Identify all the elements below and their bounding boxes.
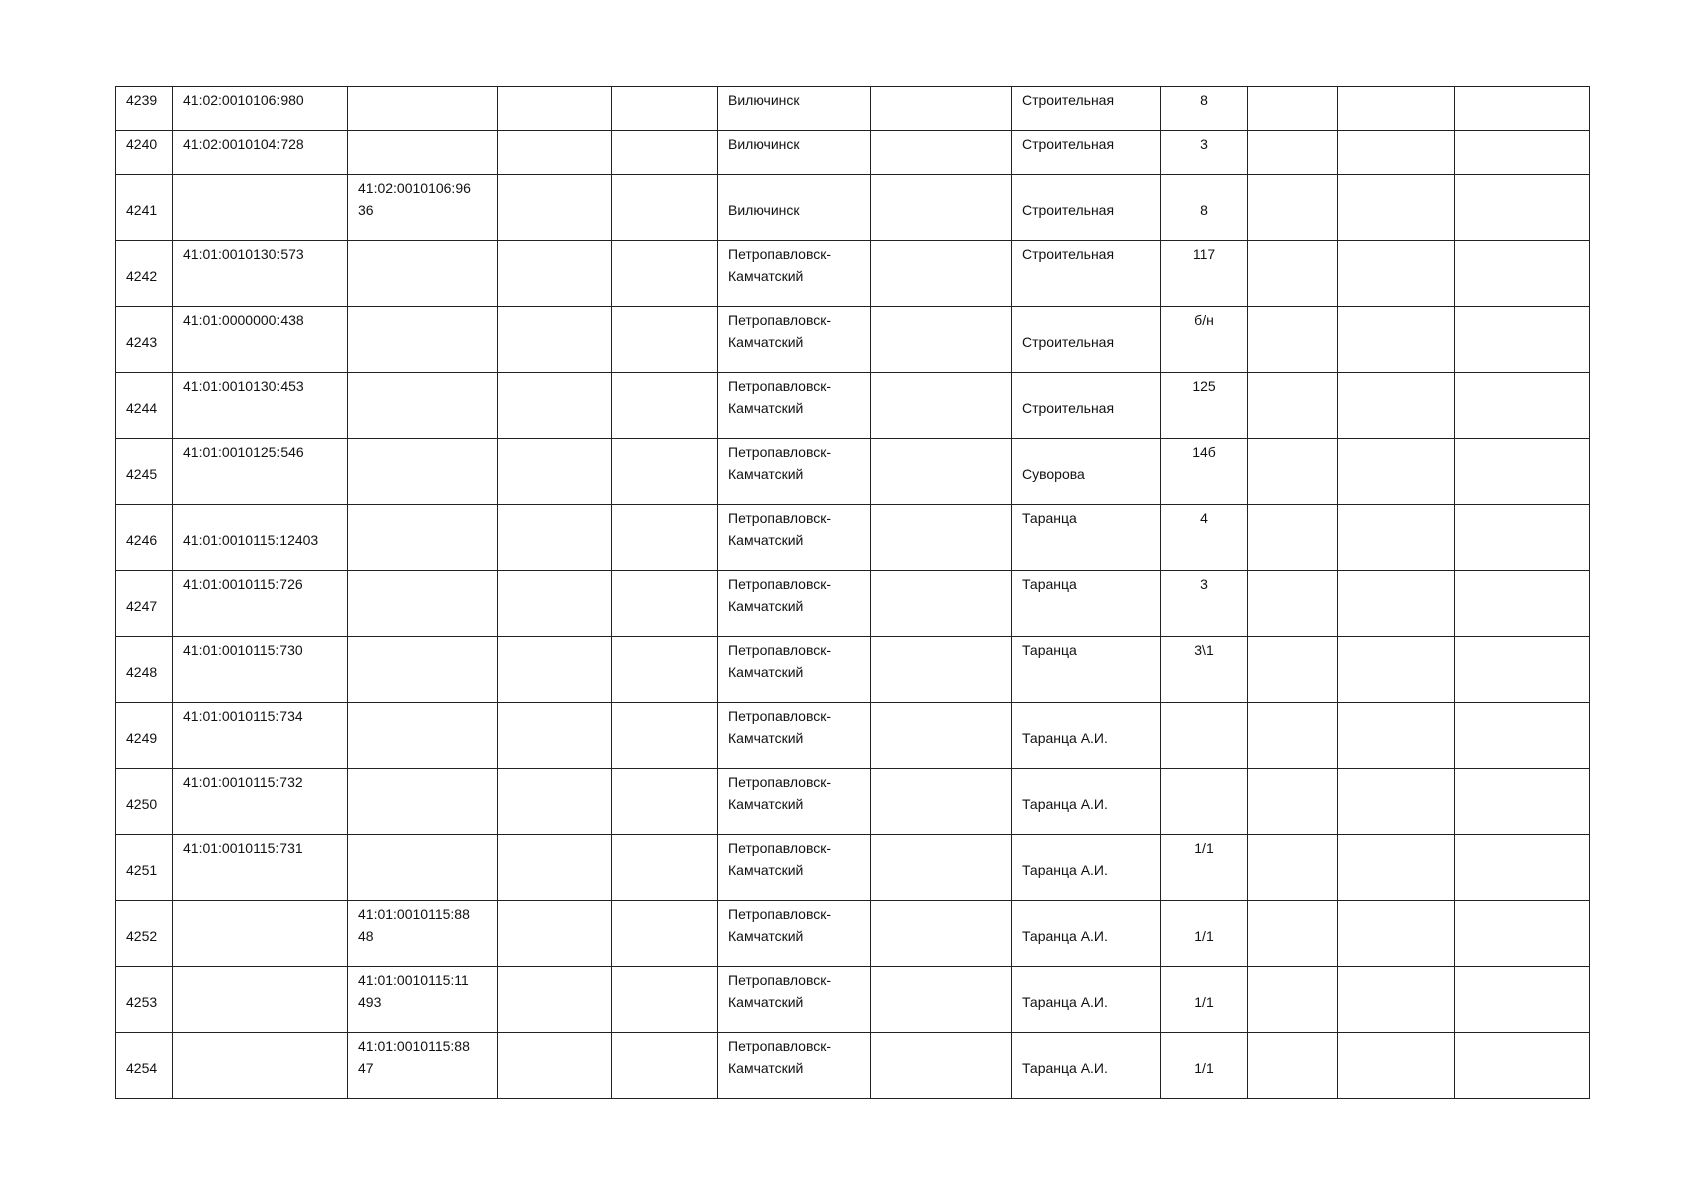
house-number-cell <box>1161 835 1248 901</box>
empty-col-5-cell <box>612 439 718 505</box>
street-cell <box>1012 571 1161 637</box>
street: Суворова <box>1022 465 1085 482</box>
empty-col-5-cell <box>612 373 718 439</box>
empty-col-4-cell <box>498 703 612 769</box>
settlement: Петропавловск- Камчатский <box>728 510 832 548</box>
settlement: Вилючинск <box>728 92 800 108</box>
table-row <box>116 131 1590 175</box>
house-number: 1/1 <box>1194 927 1214 944</box>
street-cell <box>1012 637 1161 703</box>
house-number-cell <box>1161 131 1248 175</box>
empty-col-11-cell <box>1338 967 1455 1033</box>
empty-col-10-cell <box>1248 901 1338 967</box>
row-number: 4254 <box>126 1059 158 1076</box>
empty-col-12-cell <box>1455 87 1590 131</box>
cadastral-number-alt: 41:01:0010115:88 47 <box>358 1038 470 1076</box>
empty-col-7-cell <box>871 637 1012 703</box>
empty-col-7-cell <box>871 769 1012 835</box>
cadastral-number-alt-cell <box>348 87 498 131</box>
cadastral-number-alt: 41:02:0010106:96 36 <box>358 180 471 218</box>
cadastral-number-alt-cell <box>348 769 498 835</box>
street: Таранца А.И. <box>1022 993 1108 1010</box>
empty-col-12-cell <box>1455 439 1590 505</box>
empty-col-11-cell <box>1338 373 1455 439</box>
table-row <box>116 439 1590 505</box>
street: Таранца <box>1022 576 1077 592</box>
cadastral-number-cell <box>173 175 348 241</box>
table-row <box>116 1033 1590 1099</box>
cadastral-number-alt-cell <box>348 571 498 637</box>
cadastral-number-cell <box>173 505 348 571</box>
cadastral-number: 41:01:0010130:573 <box>183 246 304 262</box>
house-number-cell <box>1161 241 1248 307</box>
empty-col-12-cell <box>1455 131 1590 175</box>
house-number: 3\1 <box>1194 642 1214 658</box>
settlement-cell <box>718 703 871 769</box>
street-cell <box>1012 87 1161 131</box>
empty-col-11-cell <box>1338 571 1455 637</box>
empty-col-10-cell <box>1248 439 1338 505</box>
settlement: Петропавловск- Камчатский <box>728 444 832 482</box>
cadastral-number: 41:01:0010115:726 <box>183 576 303 592</box>
empty-col-12-cell <box>1455 307 1590 373</box>
empty-col-11-cell <box>1338 769 1455 835</box>
house-number: 8 <box>1200 201 1208 218</box>
table-row <box>116 571 1590 637</box>
cadastral-number-cell <box>173 131 348 175</box>
empty-col-5-cell <box>612 1033 718 1099</box>
street: Таранца А.И. <box>1022 729 1108 746</box>
row-number-cell <box>116 835 173 901</box>
cadastral-number-cell <box>173 637 348 703</box>
row-number: 4247 <box>126 597 158 614</box>
street-cell <box>1012 373 1161 439</box>
row-number-cell <box>116 131 173 175</box>
cadastral-number: 41:02:0010104:728 <box>183 136 304 152</box>
settlement: Петропавловск- Камчатский <box>728 774 832 812</box>
empty-col-4-cell <box>498 307 612 373</box>
house-number: 3 <box>1200 136 1208 152</box>
street-cell <box>1012 241 1161 307</box>
house-number-cell <box>1161 175 1248 241</box>
empty-col-4-cell <box>498 637 612 703</box>
table-row <box>116 307 1590 373</box>
settlement-cell <box>718 1033 871 1099</box>
street-cell <box>1012 835 1161 901</box>
street-cell <box>1012 175 1161 241</box>
settlement-cell <box>718 571 871 637</box>
house-number: 3 <box>1200 576 1208 592</box>
settlement-cell <box>718 241 871 307</box>
empty-col-4-cell <box>498 175 612 241</box>
empty-col-7-cell <box>871 439 1012 505</box>
empty-col-5-cell <box>612 571 718 637</box>
empty-col-10-cell <box>1248 1033 1338 1099</box>
settlement: Петропавловск- Камчатский <box>728 378 832 416</box>
empty-col-10-cell <box>1248 835 1338 901</box>
cadastral-number-alt-cell <box>348 175 498 241</box>
empty-col-11-cell <box>1338 175 1455 241</box>
cadastral-number-cell <box>173 769 348 835</box>
empty-col-11-cell <box>1338 1033 1455 1099</box>
house-number-cell <box>1161 439 1248 505</box>
cadastral-number-alt-cell <box>348 703 498 769</box>
empty-col-7-cell <box>871 131 1012 175</box>
empty-col-11-cell <box>1338 131 1455 175</box>
house-number-cell <box>1161 703 1248 769</box>
table-body <box>116 87 1590 1099</box>
row-number-cell <box>116 175 173 241</box>
empty-col-12-cell <box>1455 1033 1590 1099</box>
empty-col-7-cell <box>871 703 1012 769</box>
row-number-cell <box>116 439 173 505</box>
row-number-cell <box>116 505 173 571</box>
empty-col-10-cell <box>1248 703 1338 769</box>
row-number: 4246 <box>126 531 158 548</box>
settlement: Вилючинск <box>728 136 800 152</box>
empty-col-12-cell <box>1455 967 1590 1033</box>
empty-col-10-cell <box>1248 769 1338 835</box>
house-number-cell <box>1161 769 1248 835</box>
empty-col-11-cell <box>1338 703 1455 769</box>
empty-col-5-cell <box>612 835 718 901</box>
empty-col-12-cell <box>1455 241 1590 307</box>
house-number: 1/1 <box>1194 1059 1214 1076</box>
empty-col-11-cell <box>1338 307 1455 373</box>
settlement: Петропавловск- Камчатский <box>728 246 832 284</box>
row-number-cell <box>116 703 173 769</box>
settlement-cell <box>718 505 871 571</box>
street-cell <box>1012 505 1161 571</box>
row-number-cell <box>116 901 173 967</box>
empty-col-11-cell <box>1338 835 1455 901</box>
cadastral-number-alt-cell <box>348 241 498 307</box>
house-number-cell <box>1161 505 1248 571</box>
empty-col-5-cell <box>612 241 718 307</box>
empty-col-12-cell <box>1455 505 1590 571</box>
cadastral-number-alt-cell <box>348 439 498 505</box>
empty-col-4-cell <box>498 769 612 835</box>
empty-col-11-cell <box>1338 505 1455 571</box>
empty-col-7-cell <box>871 241 1012 307</box>
empty-col-5-cell <box>612 637 718 703</box>
street: Таранца А.И. <box>1022 1059 1108 1076</box>
empty-col-4-cell <box>498 1033 612 1099</box>
empty-col-11-cell <box>1338 637 1455 703</box>
cadastral-number-alt: 41:01:0010115:88 48 <box>358 906 470 944</box>
cadastral-number-alt-cell <box>348 835 498 901</box>
house-number-cell <box>1161 637 1248 703</box>
empty-col-4-cell <box>498 901 612 967</box>
empty-col-11-cell <box>1338 241 1455 307</box>
empty-col-4-cell <box>498 571 612 637</box>
cadastral-number-alt-cell <box>348 373 498 439</box>
row-number: 4249 <box>126 729 158 746</box>
empty-col-12-cell <box>1455 703 1590 769</box>
street-cell <box>1012 769 1161 835</box>
cadastral-number-cell <box>173 571 348 637</box>
empty-col-11-cell <box>1338 87 1455 131</box>
settlement: Петропавловск- Камчатский <box>728 642 832 680</box>
row-number: 4253 <box>126 993 158 1010</box>
empty-col-5-cell <box>612 505 718 571</box>
empty-col-7-cell <box>871 1033 1012 1099</box>
table-row <box>116 175 1590 241</box>
cadastral-number-cell <box>173 835 348 901</box>
settlement: Петропавловск- Камчатский <box>728 1038 832 1076</box>
empty-col-7-cell <box>871 373 1012 439</box>
empty-col-10-cell <box>1248 967 1338 1033</box>
empty-col-10-cell <box>1248 241 1338 307</box>
settlement: Петропавловск- Камчатский <box>728 312 832 350</box>
house-number: 14б <box>1192 444 1216 460</box>
empty-col-7-cell <box>871 505 1012 571</box>
cadastral-number-cell <box>173 87 348 131</box>
cadastral-number: 41:01:0010115:12403 <box>183 531 319 548</box>
empty-col-12-cell <box>1455 835 1590 901</box>
table-row <box>116 505 1590 571</box>
settlement-cell <box>718 175 871 241</box>
table-row <box>116 241 1590 307</box>
street-cell <box>1012 967 1161 1033</box>
settlement: Петропавловск- Камчатский <box>728 972 832 1010</box>
empty-col-7-cell <box>871 87 1012 131</box>
street: Строительная <box>1022 92 1115 108</box>
empty-col-5-cell <box>612 967 718 1033</box>
empty-col-10-cell <box>1248 175 1338 241</box>
row-number-cell <box>116 769 173 835</box>
cadastral-number-cell <box>173 967 348 1033</box>
table-row <box>116 769 1590 835</box>
cadastral-number-cell <box>173 307 348 373</box>
cadastral-number-cell <box>173 241 348 307</box>
settlement: Петропавловск- Камчатский <box>728 906 832 944</box>
cadastral-number-alt: 41:01:0010115:11 493 <box>358 972 469 1010</box>
house-number: 4 <box>1200 510 1208 526</box>
cadastral-number: 41:01:0010130:453 <box>183 378 304 394</box>
registry-table <box>115 86 1590 1099</box>
cadastral-number-alt-cell <box>348 901 498 967</box>
cadastral-number-alt-cell <box>348 307 498 373</box>
street-cell <box>1012 307 1161 373</box>
street: Строительная <box>1022 246 1115 262</box>
row-number: 4248 <box>126 663 158 680</box>
street: Таранца А.И. <box>1022 795 1108 812</box>
cadastral-number: 41:01:0010115:731 <box>183 840 303 856</box>
empty-col-4-cell <box>498 967 612 1033</box>
street-cell <box>1012 901 1161 967</box>
empty-col-7-cell <box>871 307 1012 373</box>
empty-col-10-cell <box>1248 87 1338 131</box>
settlement: Вилючинск <box>728 201 800 218</box>
house-number-cell <box>1161 571 1248 637</box>
row-number-cell <box>116 87 173 131</box>
empty-col-7-cell <box>871 835 1012 901</box>
empty-col-10-cell <box>1248 637 1338 703</box>
empty-col-7-cell <box>871 901 1012 967</box>
house-number-cell <box>1161 373 1248 439</box>
empty-col-10-cell <box>1248 373 1338 439</box>
empty-col-12-cell <box>1455 901 1590 967</box>
row-number: 4239 <box>126 92 158 108</box>
empty-col-7-cell <box>871 967 1012 1033</box>
settlement: Петропавловск- Камчатский <box>728 840 832 878</box>
table-row <box>116 835 1590 901</box>
empty-col-10-cell <box>1248 307 1338 373</box>
empty-col-4-cell <box>498 439 612 505</box>
empty-col-10-cell <box>1248 505 1338 571</box>
row-number-cell <box>116 373 173 439</box>
row-number-cell <box>116 967 173 1033</box>
house-number: 125 <box>1192 378 1216 394</box>
settlement: Петропавловск- Камчатский <box>728 708 832 746</box>
street: Строительная <box>1022 333 1115 350</box>
settlement-cell <box>718 373 871 439</box>
empty-col-4-cell <box>498 835 612 901</box>
empty-col-5-cell <box>612 131 718 175</box>
row-number-cell <box>116 637 173 703</box>
cadastral-number: 41:01:0000000:438 <box>183 312 304 328</box>
empty-col-5-cell <box>612 703 718 769</box>
street: Таранца А.И. <box>1022 927 1108 944</box>
street: Таранца <box>1022 510 1077 526</box>
table-row <box>116 901 1590 967</box>
street-cell <box>1012 1033 1161 1099</box>
row-number: 4241 <box>126 201 158 218</box>
street: Таранца <box>1022 642 1077 658</box>
settlement-cell <box>718 131 871 175</box>
empty-col-4-cell <box>498 505 612 571</box>
table-row <box>116 967 1590 1033</box>
empty-col-11-cell <box>1338 901 1455 967</box>
house-number: 8 <box>1200 92 1208 108</box>
cadastral-number: 41:01:0010115:734 <box>183 708 303 724</box>
house-number-cell <box>1161 307 1248 373</box>
cadastral-number-alt-cell <box>348 505 498 571</box>
settlement-cell <box>718 769 871 835</box>
empty-col-7-cell <box>871 175 1012 241</box>
street: Строительная <box>1022 201 1115 218</box>
row-number: 4252 <box>126 927 158 944</box>
empty-col-5-cell <box>612 175 718 241</box>
empty-col-5-cell <box>612 307 718 373</box>
settlement-cell <box>718 637 871 703</box>
row-number-cell <box>116 307 173 373</box>
cadastral-number-cell <box>173 901 348 967</box>
row-number: 4251 <box>126 861 158 878</box>
empty-col-5-cell <box>612 769 718 835</box>
empty-col-12-cell <box>1455 637 1590 703</box>
empty-col-5-cell <box>612 901 718 967</box>
row-number: 4244 <box>126 399 158 416</box>
table-row <box>116 87 1590 131</box>
empty-col-12-cell <box>1455 175 1590 241</box>
empty-col-12-cell <box>1455 571 1590 637</box>
empty-col-5-cell <box>612 87 718 131</box>
empty-col-11-cell <box>1338 439 1455 505</box>
empty-col-10-cell <box>1248 571 1338 637</box>
empty-col-4-cell <box>498 131 612 175</box>
house-number-cell <box>1161 1033 1248 1099</box>
cadastral-number-alt-cell <box>348 1033 498 1099</box>
empty-col-12-cell <box>1455 769 1590 835</box>
house-number: б/н <box>1194 312 1214 328</box>
settlement-cell <box>718 439 871 505</box>
house-number: 117 <box>1192 246 1216 262</box>
street: Строительная <box>1022 136 1115 152</box>
cadastral-number-cell <box>173 373 348 439</box>
empty-col-4-cell <box>498 373 612 439</box>
settlement: Петропавловск- Камчатский <box>728 576 832 614</box>
cadastral-number-cell <box>173 703 348 769</box>
empty-col-7-cell <box>871 571 1012 637</box>
row-number: 4250 <box>126 795 158 812</box>
cadastral-number-alt-cell <box>348 637 498 703</box>
house-number: 1/1 <box>1194 840 1214 856</box>
cadastral-number: 41:02:0010106:980 <box>183 92 304 108</box>
empty-col-4-cell <box>498 87 612 131</box>
cadastral-number: 41:01:0010115:730 <box>183 642 303 658</box>
row-number: 4245 <box>126 465 158 482</box>
cadastral-number-alt-cell <box>348 131 498 175</box>
table-row <box>116 703 1590 769</box>
empty-col-10-cell <box>1248 131 1338 175</box>
street: Таранца А.И. <box>1022 861 1108 878</box>
house-number-cell <box>1161 967 1248 1033</box>
row-number: 4243 <box>126 333 158 350</box>
settlement-cell <box>718 835 871 901</box>
street-cell <box>1012 439 1161 505</box>
row-number-cell <box>116 571 173 637</box>
settlement-cell <box>718 967 871 1033</box>
empty-col-12-cell <box>1455 373 1590 439</box>
settlement-cell <box>718 901 871 967</box>
cadastral-number-cell <box>173 1033 348 1099</box>
house-number-cell <box>1161 901 1248 967</box>
cadastral-number: 41:01:0010125:546 <box>183 444 304 460</box>
row-number: 4240 <box>126 136 158 152</box>
house-number: 1/1 <box>1194 993 1214 1010</box>
row-number-cell <box>116 1033 173 1099</box>
cadastral-number: 41:01:0010115:732 <box>183 774 303 790</box>
street: Строительная <box>1022 399 1115 416</box>
street-cell <box>1012 703 1161 769</box>
table-row <box>116 373 1590 439</box>
settlement-cell <box>718 307 871 373</box>
row-number-cell <box>116 241 173 307</box>
house-number-cell <box>1161 87 1248 131</box>
cadastral-number-alt-cell <box>348 967 498 1033</box>
cadastral-number-cell <box>173 439 348 505</box>
empty-col-4-cell <box>498 241 612 307</box>
settlement-cell <box>718 87 871 131</box>
street-cell <box>1012 131 1161 175</box>
row-number: 4242 <box>126 267 158 284</box>
table-row <box>116 637 1590 703</box>
